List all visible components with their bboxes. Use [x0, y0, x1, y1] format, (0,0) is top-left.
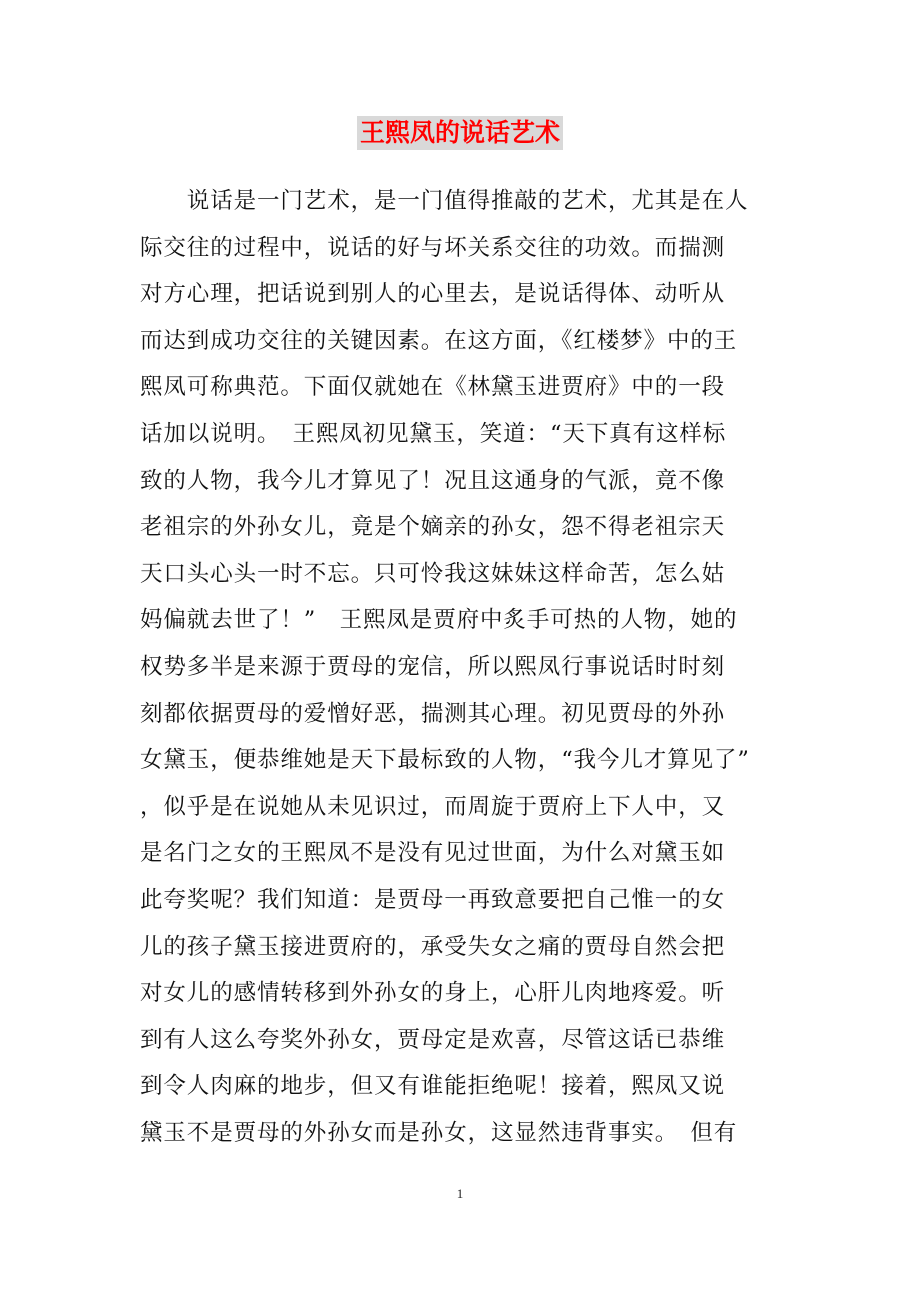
text-line: 话加以说明。 王熙凤初见黛玉，笑道：“天下真有这样标	[140, 420, 727, 447]
text-line: 天口头心头一时不忘。只可怜我这妹妹这样命苦，怎么姑	[140, 560, 726, 587]
text-line: 老祖宗的外孙女儿，竟是个嫡亲的孙女，怨不得老祖宗天	[140, 514, 726, 541]
text-line: 是名门之女的王熙凤不是没有见过世面，为什么对黛玉如	[140, 840, 726, 867]
text-line: 而达到成功交往的关键因素。在这方面，《红楼梦》中的王	[140, 327, 738, 354]
text-line: 对方心理，把话说到别人的心里去，是说话得体、动听从	[140, 281, 726, 308]
text-line: 熙凤可称典范。下面仅就她在《林黛玉进贾府》中的一段	[140, 374, 726, 401]
text-line: 刻都依据贾母的爱憎好恶，揣测其心理。初见贾母的外孙	[140, 700, 726, 727]
text-line: 致的人物，我今儿才算见了！况且这通身的气派，竟不像	[140, 467, 726, 494]
text-line: 到令人肉麻的地步，但又有谁能拒绝呢！接着，熙凤又说	[140, 1073, 726, 1100]
text-line: 儿的孩子黛玉接进贾府的，承受失女之痛的贾母自然会把	[140, 933, 726, 960]
text-line: 对女儿的感情转移到外孙女的身上，心肝儿肉地疼爱。听	[140, 980, 726, 1007]
text-line: 说话是一门艺术，是一门值得推敲的艺术，尤其是在人	[140, 188, 749, 214]
title-container	[0, 116, 920, 150]
document-title: 王熙凤的说话艺术	[357, 116, 563, 150]
text-line: 际交往的过程中，说话的好与坏关系交往的功效。而揣测	[140, 234, 726, 261]
body-paragraph	[140, 178, 790, 1156]
text-line: 黛玉不是贾母的外孙女而是孙女，这显然违背事实。 但有	[140, 1119, 738, 1146]
text-line: 妈偏就去世了！” 王熙凤是贾府中炙手可热的人物，她的	[140, 607, 738, 634]
text-line: 此夸奖呢？我们知道：是贾母一再致意要把自己惟一的女	[140, 886, 726, 913]
text-line: 到有人这么夸奖外孙女，贾母定是欢喜，尽管这话已恭维	[140, 1026, 726, 1053]
text-line: 权势多半是来源于贾母的宠信，所以熙凤行事说话时时刻	[140, 653, 726, 680]
text-line: ，似乎是在说她从未见识过，而周旋于贾府上下人中，又	[140, 793, 726, 820]
page-number: 1	[456, 1186, 464, 1201]
text-line: 女黛玉，便恭维她是天下最标致的人物，“我今儿才算见了”	[140, 747, 750, 774]
